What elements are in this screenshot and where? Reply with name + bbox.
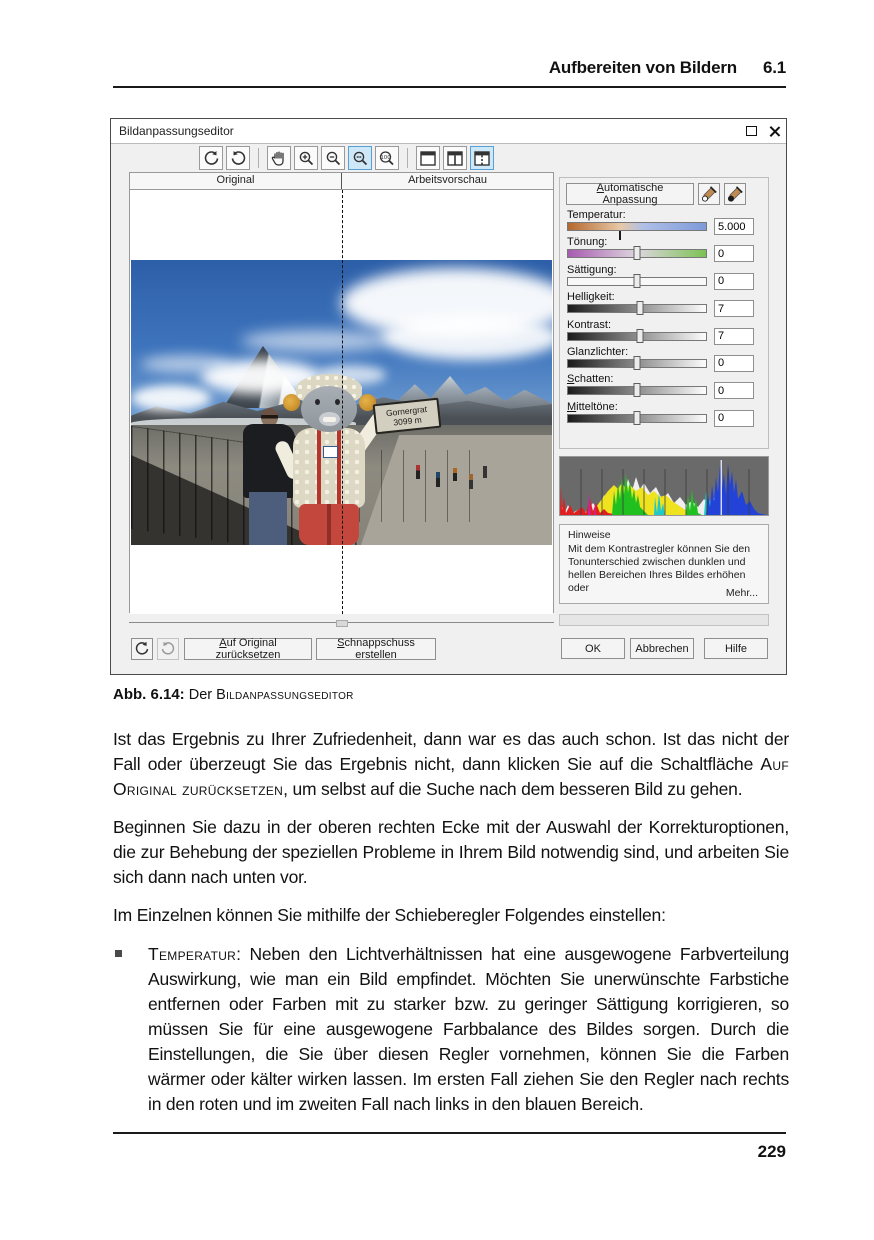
sweater-stripe	[317, 429, 321, 507]
toolbar	[111, 144, 786, 172]
hints-title: Hinweise	[568, 529, 611, 541]
header-rule	[113, 86, 786, 88]
shadows-slider[interactable]	[567, 386, 707, 395]
bildanpassungseditor-dialog	[110, 118, 787, 675]
hiker-figure	[453, 468, 457, 481]
original-pane-label: Original	[130, 173, 342, 189]
slider-handle[interactable]	[634, 383, 641, 397]
layout-split-icon[interactable]	[443, 146, 467, 170]
paragraph-2: Beginnen Sie dazu in der oberen rechten Ecke mit der Auswahl der Korrekturoptionen, die zur Behebung der speziellen Probleme in Ihrem Bild notwendig sind, und arbeiten Sie sich dann nach unten vor.	[113, 817, 789, 887]
tint-value-input[interactable]	[714, 245, 754, 262]
slider-handle[interactable]	[634, 274, 641, 288]
midtones-slider[interactable]	[567, 414, 707, 423]
hints-box	[559, 524, 769, 604]
hiker-figure	[483, 466, 487, 478]
brightness-value-input[interactable]	[714, 300, 754, 317]
brightness-slider-row	[560, 290, 770, 317]
midtones-slider-row	[560, 400, 770, 427]
bullet-term: Temperatur	[148, 944, 237, 964]
slider-handle[interactable]	[634, 411, 641, 425]
figure-caption	[113, 686, 789, 703]
slider-label: Sättigung:	[567, 263, 617, 276]
page-body	[113, 686, 789, 1117]
cancel-button[interactable]: Abbrechen	[630, 638, 694, 659]
running-header	[113, 58, 786, 78]
zoom-out-icon[interactable]	[321, 146, 345, 170]
more-link[interactable]: Mehr...	[725, 587, 758, 599]
slider-label: Glanzlichter:	[567, 345, 629, 358]
slider-label: Kontrast:	[567, 318, 612, 331]
slider-handle[interactable]	[636, 301, 643, 315]
close-icon[interactable]	[769, 126, 780, 137]
sign-line2: 3099 m	[392, 414, 423, 428]
zoom-100-icon[interactable]	[375, 146, 399, 170]
reset-to-original-button[interactable]: Auf Original zurücksetzen	[184, 638, 312, 660]
list-item	[113, 942, 789, 1117]
mascot-eye	[335, 399, 340, 405]
contrast-value-input[interactable]	[714, 328, 754, 345]
progress-strip	[559, 614, 769, 626]
highlights-slider-row	[560, 345, 770, 372]
preview-pane-label: Arbeitsvorschau	[408, 174, 487, 186]
maximize-icon[interactable]	[746, 126, 757, 136]
woman-jeans	[249, 492, 287, 545]
paragraph-1: Ist das Ergebnis zu Ihrer Zufriedenheit, dann war es das auch schon. Ist das nicht der Fall oder überzeugt Sie das Ergebnis nicht, dann klicken Sie auf die Schaltfläche Auf Original zurücksetzen, um selbst auf die Suche nach dem besseren Bild zu gehen.	[113, 729, 789, 799]
page-number: 229	[757, 1142, 786, 1161]
sweater-badge	[323, 446, 338, 458]
contrast-slider[interactable]	[567, 332, 707, 341]
slider-label: Helligkeit:	[567, 291, 615, 304]
inline-button-reference: Auf Original zurücksetzen	[113, 754, 789, 799]
temperature-slider-row	[560, 208, 770, 235]
preview-canvas[interactable]	[130, 190, 553, 614]
zoom-in-icon[interactable]	[294, 146, 318, 170]
saturation-slider-row	[560, 263, 770, 290]
slider-handle[interactable]	[634, 246, 641, 260]
chapter-title: Aufbereiten von Bildern	[548, 58, 737, 77]
caption-term: Bildanpassungseditor	[216, 687, 354, 703]
svg-text:100: 100	[380, 154, 391, 161]
create-snapshot-button[interactable]: Schnappschuss erstellen	[316, 638, 436, 660]
sweater-stripe	[337, 429, 341, 507]
caption-text: Der	[188, 687, 213, 703]
hints-text: Mit dem Kontrastregler können Sie den Tonunterschied zwischen dunklen und hellen Bereichen Ihres Bildes erhöhen oder	[568, 543, 751, 594]
mascot-teeth	[323, 417, 336, 422]
white-point-eyedropper-icon[interactable]	[698, 183, 720, 205]
mascot-sweater	[293, 428, 365, 508]
shadows-slider-row	[560, 372, 770, 399]
window-title: Bildanpassungseditor	[119, 124, 234, 138]
pane-headers	[130, 173, 553, 190]
before-after-divider[interactable]	[342, 190, 343, 614]
toolbar-separator	[258, 148, 259, 168]
temperature-value-input[interactable]	[714, 218, 754, 235]
caption-number: Abb. 6.14:	[113, 686, 185, 703]
layout-divider-icon[interactable]	[470, 146, 494, 170]
horizontal-splitter[interactable]	[129, 622, 554, 623]
midtones-value-input[interactable]	[714, 410, 754, 427]
contrast-slider-row	[560, 318, 770, 345]
mascot-pants	[299, 504, 359, 545]
slider-label: Mitteltöne:	[567, 400, 618, 413]
rotate-right-icon[interactable]	[226, 146, 250, 170]
splitter-grip[interactable]	[336, 620, 348, 627]
cloud-shape	[381, 315, 552, 360]
slider-label: Tönung:	[567, 236, 608, 249]
zoom-fit-icon[interactable]	[348, 146, 372, 170]
title-bar[interactable]	[111, 119, 786, 144]
temperature-slider[interactable]	[567, 222, 707, 231]
toolbar-separator	[407, 148, 408, 168]
layout-single-icon[interactable]	[416, 146, 440, 170]
slider-handle[interactable]	[634, 356, 641, 370]
section-number: 6.1	[762, 58, 786, 77]
ok-button[interactable]: OK	[561, 638, 625, 659]
tint-slider-row	[560, 235, 770, 262]
hiker-figure	[436, 472, 440, 487]
shadows-value-input[interactable]	[714, 382, 754, 399]
sign-line1: Gornergrat	[385, 403, 428, 419]
bullet-marker	[113, 942, 148, 1117]
bullet-text: Temperatur: Neben den Lichtverhältnissen hat eine ausgewogene Farbverteilung Auswirkung, wie man ein Bild empfindet. Möchten Sie unerwünschte Farbstiche entfernen oder Farben mit zu starker bzw. zu geringer Sättigung korrigieren, so müssen Sie für eine ausgewogene Farbbalance des Bildes sorgen. Durch die Einstellungen, die Sie über diesen Regler vornehmen, können Sie die Farben wärmer oder kälter wirken lassen. Im ersten Fall ziehen Sie den Regler nach rechts in den roten und im zweiten Fall nach links in den blauen Bereich.	[148, 944, 789, 1114]
undo-icon[interactable]	[131, 638, 153, 660]
auto-adjust-button[interactable]: Automatische Anpassung	[566, 183, 694, 205]
hiker-figure	[469, 474, 473, 489]
highlights-value-input[interactable]	[714, 355, 754, 372]
footer-rule	[113, 1132, 786, 1134]
histogram	[559, 456, 769, 516]
help-button[interactable]: Hilfe	[704, 638, 768, 659]
rotate-left-icon[interactable]	[199, 146, 223, 170]
preview-area	[129, 172, 554, 613]
black-point-eyedropper-icon[interactable]	[724, 183, 746, 205]
brightness-slider[interactable]	[567, 304, 707, 313]
paragraph-3: Im Einzelnen können Sie mithilfe der Schieberegler Folgendes einstellen:	[113, 905, 666, 925]
mascot-eye	[315, 399, 320, 405]
redo-icon[interactable]	[157, 638, 179, 660]
slider-list	[560, 208, 770, 427]
slider-label: Temperatur:	[567, 209, 626, 221]
saturation-value-input[interactable]	[714, 273, 754, 290]
tint-slider[interactable]	[567, 249, 707, 258]
slider-label: Schatten:	[567, 373, 614, 386]
hiker-figure	[416, 465, 420, 479]
cloud-shape	[131, 385, 211, 411]
adjustment-group	[559, 177, 769, 449]
saturation-slider[interactable]	[567, 277, 707, 286]
pan-hand-icon[interactable]	[267, 146, 291, 170]
highlights-slider[interactable]	[567, 359, 707, 368]
slider-handle[interactable]	[636, 329, 643, 343]
